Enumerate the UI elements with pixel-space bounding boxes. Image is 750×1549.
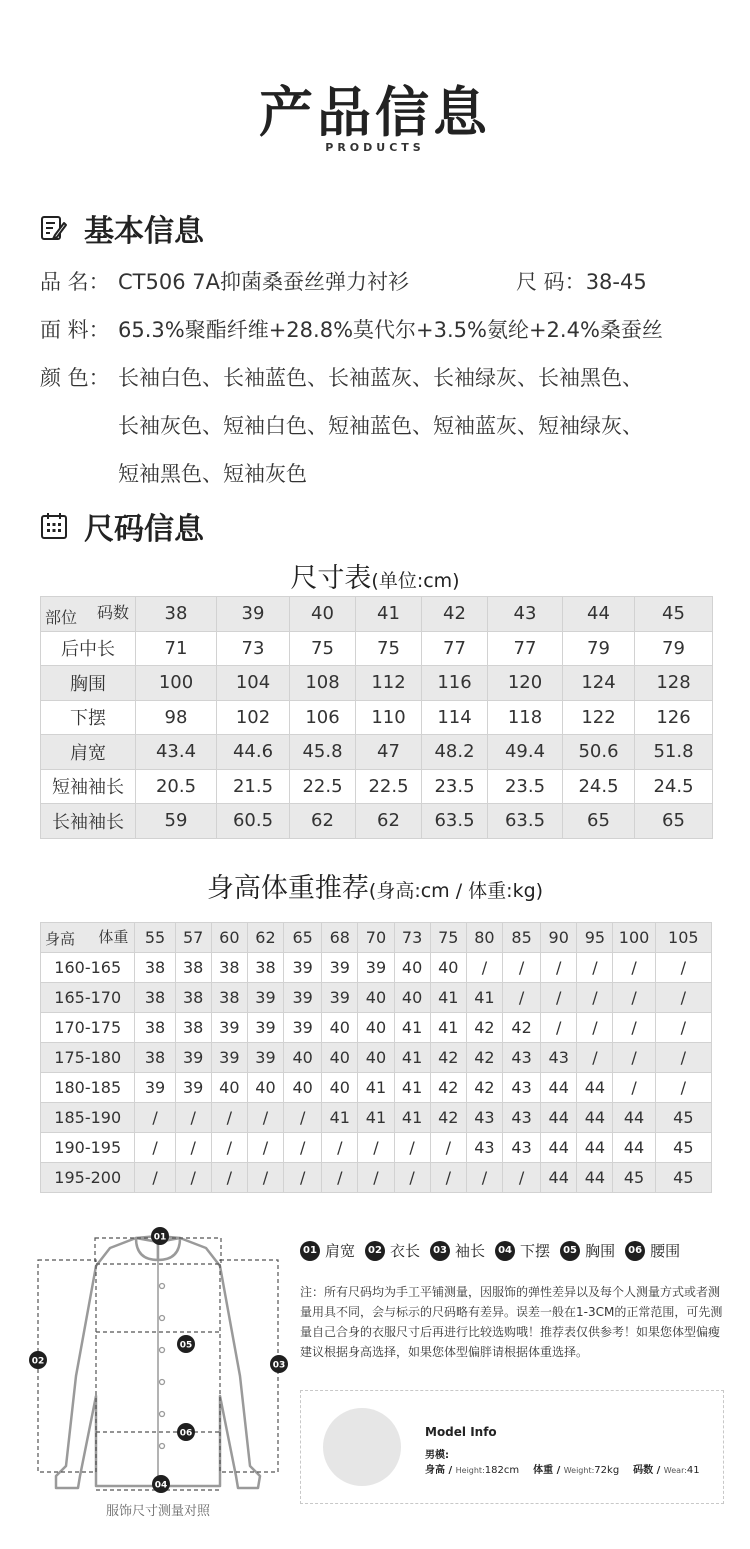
table-cell: 77 — [488, 631, 563, 666]
table-row — [41, 1133, 712, 1163]
table-cell: 62 — [290, 804, 356, 839]
table-cell: 43 — [503, 1103, 541, 1133]
table-cell: 39 — [284, 953, 322, 983]
table-cell: 39 — [135, 1073, 175, 1103]
table-cell: 43 — [503, 1073, 541, 1103]
table-cell: 44 — [577, 1103, 613, 1133]
table-cell: 22.5 — [356, 769, 422, 804]
size-header-cell: 45 — [635, 597, 713, 632]
fabric-value: 65.3%聚酯纤维+28.8%莫代尔+3.5%氨纶+2.4%桑蚕丝 — [118, 318, 663, 342]
table-cell: 40 — [358, 983, 394, 1013]
table-cell: / — [655, 1073, 711, 1103]
table-row — [41, 1013, 712, 1043]
table-cell: / — [430, 1133, 466, 1163]
size-info-heading: 尺码信息 — [40, 506, 204, 546]
table-cell: / — [358, 1133, 394, 1163]
table-cell: 63.5 — [422, 804, 488, 839]
table-cell: 102 — [217, 700, 290, 735]
row-label-cell: 165-170 — [41, 983, 135, 1013]
basic-info-heading: 基本信息 — [40, 208, 204, 248]
weight-header-cell: 55 — [135, 923, 175, 953]
product-name-value: CT506 7A抑菌桑蚕丝弹力衬衫 — [118, 270, 409, 294]
weight-header-cell: 105 — [655, 923, 711, 953]
legend-number-badge: 02 — [365, 1241, 385, 1261]
table-cell: 40 — [358, 1043, 394, 1073]
table-cell: 41 — [394, 1043, 430, 1073]
size-header-cell: 40 — [290, 597, 356, 632]
product-name-label: 品 名： — [40, 270, 110, 294]
legend-label: 胸围 — [585, 1242, 616, 1260]
table-cell: / — [247, 1103, 283, 1133]
table-cell: 79 — [635, 631, 713, 666]
shirt-diagram — [28, 1226, 290, 1502]
legend-item — [365, 1240, 420, 1261]
row-label-cell: 后中长 — [41, 631, 136, 666]
table-cell: 23.5 — [488, 769, 563, 804]
table-cell: 41 — [394, 1073, 430, 1103]
table-cell: / — [394, 1133, 430, 1163]
size-header-cell: 39 — [217, 597, 290, 632]
page-title: 产品信息 — [259, 81, 491, 144]
table-row — [41, 735, 713, 770]
height-weight-table — [40, 922, 712, 1193]
weight-header-cell: 90 — [541, 923, 577, 953]
weight-header-cell: 62 — [247, 923, 283, 953]
table-cell: 41 — [394, 1103, 430, 1133]
table-cell: 40 — [394, 953, 430, 983]
size-header-cell: 43 — [488, 597, 563, 632]
table-cell: 38 — [135, 983, 175, 1013]
table-cell: / — [577, 1013, 613, 1043]
table-cell: 40 — [322, 1013, 358, 1043]
table-cell: 44 — [541, 1103, 577, 1133]
table-cell: 41 — [466, 983, 502, 1013]
table-cell: / — [247, 1133, 283, 1163]
table-cell: / — [613, 953, 655, 983]
table-cell: / — [358, 1163, 394, 1193]
table-cell: 43.4 — [136, 735, 217, 770]
legend-item — [495, 1240, 550, 1261]
document-edit-icon — [40, 214, 68, 242]
table-cell: 75 — [290, 631, 356, 666]
table-cell: 44 — [577, 1163, 613, 1193]
table-cell: 41 — [322, 1103, 358, 1133]
table-cell: / — [322, 1133, 358, 1163]
table-cell: / — [613, 1043, 655, 1073]
fabric-line — [40, 314, 663, 344]
table-cell: 44 — [541, 1163, 577, 1193]
table-cell: 110 — [356, 700, 422, 735]
table-cell: 43 — [466, 1133, 502, 1163]
table-cell: 40 — [322, 1043, 358, 1073]
weight-header-cell: 73 — [394, 923, 430, 953]
legend-label: 下摆 — [520, 1242, 551, 1260]
color-value-line-2: 长袖灰色、短袖白色、短袖蓝色、短袖蓝灰、短袖绿灰、 — [118, 414, 643, 438]
callout-06 — [177, 1423, 195, 1441]
table-row — [41, 1103, 712, 1133]
table-cell: 44 — [613, 1133, 655, 1163]
legend-label: 腰围 — [650, 1242, 681, 1260]
row-label-cell: 195-200 — [41, 1163, 135, 1193]
weight-header-cell: 68 — [322, 923, 358, 953]
table-cell: / — [466, 953, 502, 983]
table-cell: 44 — [541, 1133, 577, 1163]
svg-text:05: 05 — [179, 1340, 193, 1351]
table-cell: 60.5 — [217, 804, 290, 839]
table-cell: / — [211, 1103, 247, 1133]
table-cell: 41 — [358, 1073, 394, 1103]
size-table-title: 尺寸表(单位:cm) — [290, 563, 460, 594]
table-cell: 39 — [211, 1043, 247, 1073]
table-cell: / — [613, 1073, 655, 1103]
table-cell: / — [322, 1163, 358, 1193]
page-subtitle: PRODUCTS — [325, 141, 425, 154]
table-cell: / — [503, 1163, 541, 1193]
table-cell: 39 — [247, 1043, 283, 1073]
table-cell: / — [613, 983, 655, 1013]
size-header-cell: 38 — [136, 597, 217, 632]
row-label-cell: 下摆 — [41, 700, 136, 735]
weight-header-cell: 75 — [430, 923, 466, 953]
size-range-value: 38-45 — [585, 270, 647, 294]
model-info-card — [300, 1390, 724, 1504]
table-cell: 116 — [422, 666, 488, 701]
table-cell: 59 — [136, 804, 217, 839]
row-label-cell: 175-180 — [41, 1043, 135, 1073]
table-cell: 38 — [247, 953, 283, 983]
callout-02 — [29, 1351, 47, 1369]
table-cell: 20.5 — [136, 769, 217, 804]
table-cell: 104 — [217, 666, 290, 701]
table-cell: 50.6 — [563, 735, 635, 770]
table-cell: 42 — [466, 1043, 502, 1073]
table-cell: 39 — [175, 1043, 211, 1073]
table-cell: 112 — [356, 666, 422, 701]
table-cell: 38 — [135, 953, 175, 983]
model-height: 182cm — [484, 1465, 520, 1476]
table-row — [41, 1073, 712, 1103]
table-cell: / — [577, 953, 613, 983]
measure-legend — [300, 1240, 690, 1261]
table-cell: / — [655, 953, 711, 983]
model-avatar — [323, 1408, 401, 1486]
table-cell: 98 — [136, 700, 217, 735]
product-name-line — [40, 266, 409, 296]
calendar-grid-icon — [40, 512, 68, 540]
callout-05 — [177, 1335, 195, 1353]
table-cell: 41 — [430, 983, 466, 1013]
weight-header-cell: 85 — [503, 923, 541, 953]
table-cell: 48.2 — [422, 735, 488, 770]
table-cell: 43 — [466, 1103, 502, 1133]
table-cell: 62 — [356, 804, 422, 839]
table-cell: 44.6 — [217, 735, 290, 770]
table-cell: / — [655, 1043, 711, 1073]
table-cell: / — [430, 1163, 466, 1193]
table-cell: 41 — [358, 1103, 394, 1133]
table-row — [41, 769, 713, 804]
table-cell: 42 — [430, 1073, 466, 1103]
table-cell: 106 — [290, 700, 356, 735]
weight-header-cell: 100 — [613, 923, 655, 953]
table-cell: 73 — [217, 631, 290, 666]
table-cell: / — [211, 1133, 247, 1163]
model-gender: 男模: — [425, 1450, 449, 1461]
table-cell: 128 — [635, 666, 713, 701]
svg-text:02: 02 — [31, 1356, 45, 1367]
table-cell: / — [175, 1103, 211, 1133]
legend-number-badge: 05 — [560, 1241, 580, 1261]
table-cell: / — [541, 983, 577, 1013]
svg-text:01: 01 — [153, 1232, 167, 1243]
table-cell: 43 — [503, 1133, 541, 1163]
legend-number-badge: 06 — [625, 1241, 645, 1261]
table-cell: / — [613, 1013, 655, 1043]
table-cell: / — [541, 953, 577, 983]
table-cell: 39 — [322, 983, 358, 1013]
table-cell: 49.4 — [488, 735, 563, 770]
table-cell: / — [284, 1163, 322, 1193]
legend-label: 衣长 — [390, 1242, 421, 1260]
row-label-cell: 160-165 — [41, 953, 135, 983]
table-cell: 39 — [284, 983, 322, 1013]
table-cell: 39 — [175, 1073, 211, 1103]
table-header-row — [41, 597, 713, 632]
table-cell: / — [135, 1133, 175, 1163]
table-cell: 45.8 — [290, 735, 356, 770]
row-label-cell: 190-195 — [41, 1133, 135, 1163]
legend-number-badge: 03 — [430, 1241, 450, 1261]
row-label-cell: 长袖袖长 — [41, 804, 136, 839]
table-cell: 39 — [211, 1013, 247, 1043]
row-label-cell: 短袖袖长 — [41, 769, 136, 804]
table-corner-cell: 码数 部位 — [41, 597, 136, 632]
legend-label: 袖长 — [455, 1242, 486, 1260]
table-cell: 43 — [541, 1043, 577, 1073]
table-cell: 40 — [284, 1073, 322, 1103]
table-cell: 41 — [430, 1013, 466, 1043]
table-cell: 40 — [211, 1073, 247, 1103]
table-cell: 108 — [290, 666, 356, 701]
color-value-line-3: 短袖黑色、短袖灰色 — [118, 462, 307, 486]
table-cell: 45 — [655, 1133, 711, 1163]
table-cell: 41 — [394, 1013, 430, 1043]
measure-notes: 注：所有尺码均为手工平铺测量，因服饰的弹性差异以及每个人测量方式或者测量用具不同，会与标示的尺码略有差异。误差一般在1-3CM的正常范围，可先测量自己合身的衣服尺寸后再进行比较选购哦！推荐表仅供参考！如果您体型偏瘦建议根据身高选择，如果您体型偏胖请根据体重选择。 — [300, 1285, 723, 1359]
size-header-cell: 42 — [422, 597, 488, 632]
table-cell: 39 — [284, 1013, 322, 1043]
table-cell: / — [135, 1163, 175, 1193]
table-cell: 38 — [175, 983, 211, 1013]
color-value-line-1: 长袖白色、长袖蓝色、长袖蓝灰、长袖绿灰、长袖黑色、 — [118, 366, 643, 390]
table-cell: 38 — [211, 983, 247, 1013]
size-range-label: 尺 码： — [516, 270, 586, 294]
table-cell: 39 — [247, 983, 283, 1013]
table-cell: 39 — [322, 953, 358, 983]
table-cell: / — [211, 1163, 247, 1193]
table-cell: / — [394, 1163, 430, 1193]
table-cell: 100 — [136, 666, 217, 701]
legend-item — [430, 1240, 485, 1261]
table-cell: 40 — [430, 953, 466, 983]
table-cell: 38 — [175, 1013, 211, 1043]
table-cell: / — [284, 1133, 322, 1163]
model-weight: 72kg — [594, 1465, 620, 1476]
table-cell: 114 — [422, 700, 488, 735]
table-cell: 79 — [563, 631, 635, 666]
table-cell: / — [541, 1013, 577, 1043]
table-cell: 122 — [563, 700, 635, 735]
row-label-cell: 胸围 — [41, 666, 136, 701]
legend-number-badge: 04 — [495, 1241, 515, 1261]
table-row — [41, 700, 713, 735]
table-cell: 38 — [211, 953, 247, 983]
table-cell: / — [577, 1043, 613, 1073]
table-row — [41, 804, 713, 839]
table-cell: 23.5 — [422, 769, 488, 804]
size-header-cell: 44 — [563, 597, 635, 632]
table-cell: 45 — [655, 1103, 711, 1133]
table-cell: 51.8 — [635, 735, 713, 770]
svg-text:03: 03 — [272, 1360, 286, 1371]
legend-number-badge: 01 — [300, 1241, 320, 1261]
fabric-label: 面 料： — [40, 318, 110, 342]
row-label-cell: 170-175 — [41, 1013, 135, 1043]
legend-item — [625, 1240, 680, 1261]
table-cell: 118 — [488, 700, 563, 735]
table-row — [41, 666, 713, 701]
legend-label: 肩宽 — [325, 1242, 356, 1260]
weight-header-cell: 60 — [211, 923, 247, 953]
table-row — [41, 631, 713, 666]
table-cell: / — [503, 953, 541, 983]
table-cell: 45 — [655, 1163, 711, 1193]
table-cell: 22.5 — [290, 769, 356, 804]
weight-header-cell: 65 — [284, 923, 322, 953]
weight-header-cell: 80 — [466, 923, 502, 953]
table-row — [41, 983, 712, 1013]
table-cell: / — [175, 1163, 211, 1193]
table-cell: 124 — [563, 666, 635, 701]
table-cell: 44 — [541, 1073, 577, 1103]
table-row — [41, 1163, 712, 1193]
table-cell: 42 — [466, 1013, 502, 1043]
table-cell: 40 — [394, 983, 430, 1013]
table-cell: 21.5 — [217, 769, 290, 804]
table-cell: 44 — [577, 1073, 613, 1103]
table-cell: 47 — [356, 735, 422, 770]
table-cell: 126 — [635, 700, 713, 735]
row-label-cell: 185-190 — [41, 1103, 135, 1133]
model-stats: 身高 / Height:182cm 体重 / Weight:72kg 码数 / Wear:41 — [425, 1465, 700, 1476]
table-cell: / — [247, 1163, 283, 1193]
callout-01 — [151, 1227, 169, 1245]
table-cell: 42 — [503, 1013, 541, 1043]
table-cell: / — [655, 1013, 711, 1043]
table-corner-cell: 体重 身高 — [41, 923, 135, 953]
callout-03 — [270, 1355, 288, 1373]
row-label-cell: 肩宽 — [41, 735, 136, 770]
table-cell: / — [466, 1163, 502, 1193]
table-cell: 65 — [635, 804, 713, 839]
table-cell: 65 — [563, 804, 635, 839]
table-cell: / — [175, 1133, 211, 1163]
table-cell: 40 — [247, 1073, 283, 1103]
table-cell: 24.5 — [635, 769, 713, 804]
table-cell: 42 — [430, 1103, 466, 1133]
table-cell: 40 — [322, 1073, 358, 1103]
table-cell: 75 — [356, 631, 422, 666]
row-label-cell: 180-185 — [41, 1073, 135, 1103]
size-header-cell: 41 — [356, 597, 422, 632]
table-cell: / — [577, 983, 613, 1013]
weight-header-cell: 70 — [358, 923, 394, 953]
size-range-line — [516, 266, 647, 296]
svg-text:04: 04 — [154, 1480, 168, 1491]
legend-item — [560, 1240, 615, 1261]
table-cell: 38 — [135, 1013, 175, 1043]
table-cell: 38 — [135, 1043, 175, 1073]
table-cell: 38 — [175, 953, 211, 983]
weight-header-cell: 57 — [175, 923, 211, 953]
table-row — [41, 953, 712, 983]
table-cell: 42 — [430, 1043, 466, 1073]
table-header-row — [41, 923, 712, 953]
reco-table-title: 身高体重推荐(身高:cm / 体重:kg) — [206, 873, 544, 904]
table-cell: 44 — [577, 1133, 613, 1163]
table-cell: 77 — [422, 631, 488, 666]
weight-header-cell: 95 — [577, 923, 613, 953]
svg-text:06: 06 — [179, 1428, 193, 1439]
table-cell: 40 — [358, 1013, 394, 1043]
table-cell: 24.5 — [563, 769, 635, 804]
table-cell: / — [655, 983, 711, 1013]
callout-04 — [152, 1475, 170, 1493]
table-cell: 120 — [488, 666, 563, 701]
table-cell: 39 — [358, 953, 394, 983]
table-cell: 44 — [613, 1103, 655, 1133]
color-label: 颜 色： — [40, 366, 110, 390]
color-line — [40, 362, 643, 392]
table-cell: / — [284, 1103, 322, 1133]
legend-item — [300, 1240, 355, 1261]
table-cell: 63.5 — [488, 804, 563, 839]
table-cell: 42 — [466, 1073, 502, 1103]
table-cell: / — [503, 983, 541, 1013]
table-cell: / — [135, 1103, 175, 1133]
model-info-title: Model Info — [425, 1425, 497, 1439]
table-cell: 45 — [613, 1163, 655, 1193]
table-cell: 71 — [136, 631, 217, 666]
size-table — [40, 596, 713, 839]
table-cell: 40 — [284, 1043, 322, 1073]
table-cell: 39 — [247, 1013, 283, 1043]
diagram-caption: 服饰尺寸测量对照 — [105, 1504, 210, 1519]
table-cell: 43 — [503, 1043, 541, 1073]
model-size: 41 — [686, 1465, 700, 1476]
table-row — [41, 1043, 712, 1073]
